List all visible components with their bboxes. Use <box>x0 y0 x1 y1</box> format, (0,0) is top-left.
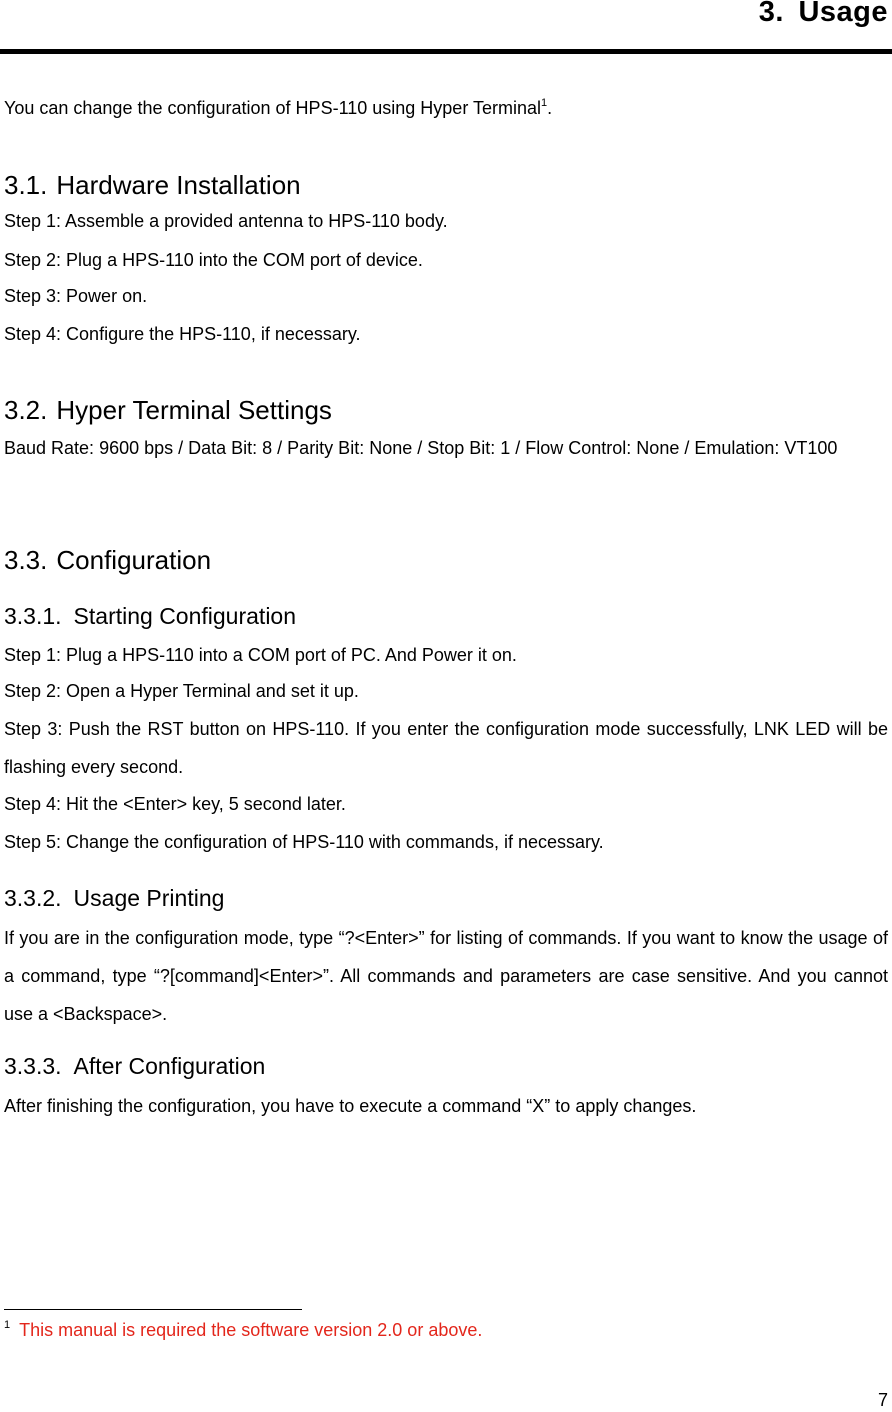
section-heading-hardware <box>4 170 301 201</box>
usage-printing-paragraph: If you are in the configuration mode, type “?<Enter>” for listing of commands. If you want to know the usage of a command, type “?[command]<Enter>”. All commands and parameters are case sensitive. And you cannot use a <Backspace>. <box>4 928 888 1024</box>
subsection-number: 3.3.2. <box>4 885 62 911</box>
section-number: 3.3. <box>4 545 48 575</box>
hardware-step-4: Step 4: Configure the HPS-110, if necessary. <box>4 324 361 344</box>
starting-step-3: Step 3: Push the RST button on HPS-110. If you enter the configuration mode successfully, LNK LED will be flashing every second. <box>4 719 888 777</box>
subsection-title: Starting Configuration <box>73 603 297 629</box>
chapter-title <box>759 0 888 29</box>
subsection-heading-after <box>4 1053 265 1080</box>
starting-step-5: Step 5: Change the configuration of HPS-110 with commands, if necessary. <box>4 832 604 852</box>
intro-text: You can change the configuration of HPS-110 using Hyper Terminal <box>4 98 542 118</box>
footnote <box>4 1319 482 1341</box>
intro-end: . <box>547 98 553 118</box>
chapter-number: 3. <box>758 0 784 28</box>
subsection-heading-starting <box>4 603 296 630</box>
section-title: Hardware Installation <box>56 170 301 200</box>
subsection-title: After Configuration <box>73 1053 266 1079</box>
hardware-step-1: Step 1: Assemble a provided antenna to HPS-110 body. <box>4 211 448 231</box>
page-number: 7 <box>877 1390 888 1410</box>
chapter-name: Usage <box>798 0 888 28</box>
footnote-reference[interactable]: 1 <box>541 97 548 109</box>
starting-step-2: Step 2: Open a Hyper Terminal and set it up. <box>4 681 359 701</box>
section-title: Configuration <box>56 545 212 575</box>
section-title: Hyper Terminal Settings <box>56 395 332 425</box>
section-number: 3.1. <box>4 170 48 200</box>
hardware-step-3: Step 3: Power on. <box>4 286 148 306</box>
section-heading-hyper-terminal <box>4 395 332 426</box>
subsection-number: 3.3.1. <box>4 603 62 629</box>
footnote-text: This manual is required the software version 2.0 or above. <box>19 1320 483 1340</box>
section-number: 3.2. <box>4 395 48 425</box>
subsection-heading-usage-printing <box>4 885 224 912</box>
subsection-number: 3.3.3. <box>4 1053 62 1079</box>
starting-step-4: Step 4: Hit the <Enter> key, 5 second later. <box>4 794 346 814</box>
after-configuration-paragraph: After finishing the configuration, you have to execute a command “X” to apply changes. <box>4 1096 697 1116</box>
starting-step-1: Step 1: Plug a HPS-110 into a COM port of PC. And Power it on. <box>4 645 517 665</box>
section-heading-configuration <box>4 545 211 576</box>
hyper-terminal-settings: Baud Rate: 9600 bps / Data Bit: 8 / Parity Bit: None / Stop Bit: 1 / Flow Control: None / Emulation: VT100 <box>4 438 838 458</box>
chapter-title-rule <box>0 49 892 54</box>
hardware-step-2: Step 2: Plug a HPS-110 into the COM port of device. <box>4 250 423 270</box>
footnote-mark: 1 <box>4 1319 11 1331</box>
footnote-divider <box>4 1309 302 1310</box>
intro-paragraph <box>4 98 552 119</box>
subsection-title: Usage Printing <box>73 885 225 911</box>
